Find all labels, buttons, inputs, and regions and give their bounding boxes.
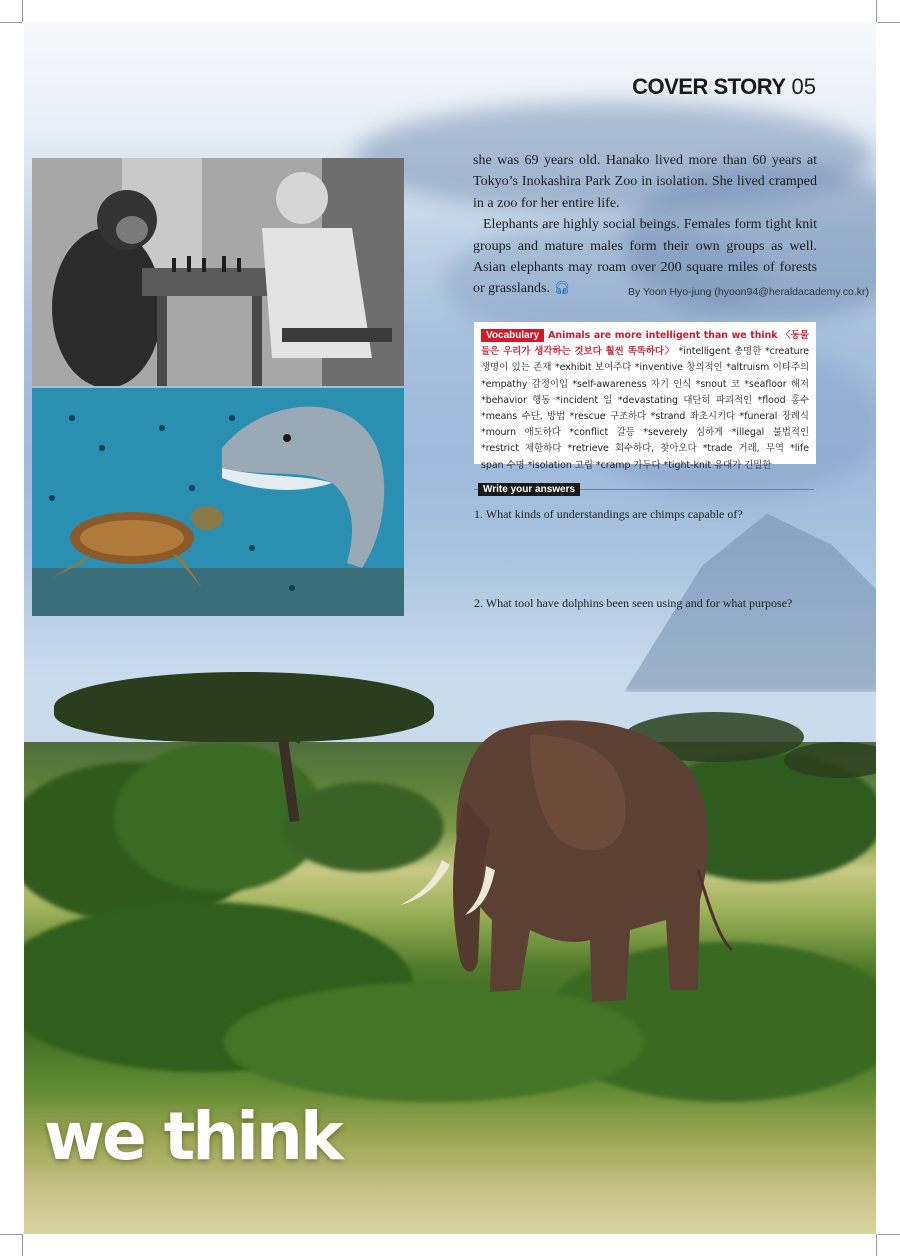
article-paragraph: she was 69 years old. Hanako lived more than 60 years at Tokyo’s Inokashira Park Zoo in isolation. She lived cramped in a zoo for her entire life.: [473, 153, 817, 211]
vocabulary-label: Vocabulary: [481, 329, 544, 342]
vocabulary-entries: *intelligent 총명한 *creature 생명이 있는 존재 *exhibit 보여주다 *inventive 창의적인 *altruism 이타주의 *empathy 감정이입 *self-awareness 자기 인식 *snout 코 *seafloor 해저 *behavior 행동 *incident 일 *devastating 대단히 파괴적인 *flood 홍수 *means 수단, 방법 *rescue 구조하다 *strand 좌초시키다 *funeral 장례식 *mourn 애도하다 *conflict 갈등 *severely 심하게 *illegal 불법적인 *restrict 제한하다 *retrieve 회수하다, 찾아오다 *trade 거래, 무역 *life span 수명 *isolation 고립 *cramp 가두다 *tight-knit 유대가 긴밀한: [481, 346, 809, 471]
elephant-image: [380, 690, 740, 1020]
crop-mark: [878, 1234, 900, 1235]
headphones-icon: 🎧︎: [553, 281, 571, 297]
chimp-chess-illustration: [32, 158, 404, 386]
crop-mark: [876, 0, 877, 22]
crop-mark: [876, 1234, 877, 1256]
elephant-tail: [698, 870, 732, 950]
vocabulary-box: [474, 322, 816, 471]
byline: By Yoon Hyo-jung (hyoon94@heraldacademy.co.kr): [628, 286, 870, 298]
article-body: [473, 150, 817, 300]
section-title: COVER STORY: [632, 74, 786, 99]
article-paragraph: Elephants are highly social beings. Females form tight knit groups and mature males form their own groups as well. Asian elephants may roam over 200 square miles of forests or grasslands. 🎧︎: [473, 217, 817, 297]
question-2: 2. What tool have dolphins been seen using and for what purpose?: [474, 596, 793, 610]
dolphin-turtle-illustration: [32, 388, 404, 616]
dolphin-turtle-photo: [32, 388, 404, 616]
page-number: 05: [791, 74, 816, 99]
crop-mark: [0, 22, 22, 23]
crop-mark: [22, 1234, 23, 1256]
crop-mark: [0, 1234, 22, 1235]
elephant-tusk: [400, 860, 450, 905]
answers-label: Write your answers: [478, 483, 580, 496]
chimp-chess-photo: [32, 158, 404, 386]
headline-fragment: we think: [44, 1098, 341, 1175]
crop-mark: [22, 0, 23, 22]
vocabulary-title: Animals are more intelligent than we think 〈동물들은 우리가 생각하는 것보다 훨씬 똑똑하다〉: [481, 330, 809, 358]
acacia-canopy: [54, 672, 434, 742]
crop-mark: [878, 22, 900, 23]
page-header: [632, 74, 816, 100]
question-1: 1. What kinds of understandings are chimps capable of?: [474, 507, 743, 521]
